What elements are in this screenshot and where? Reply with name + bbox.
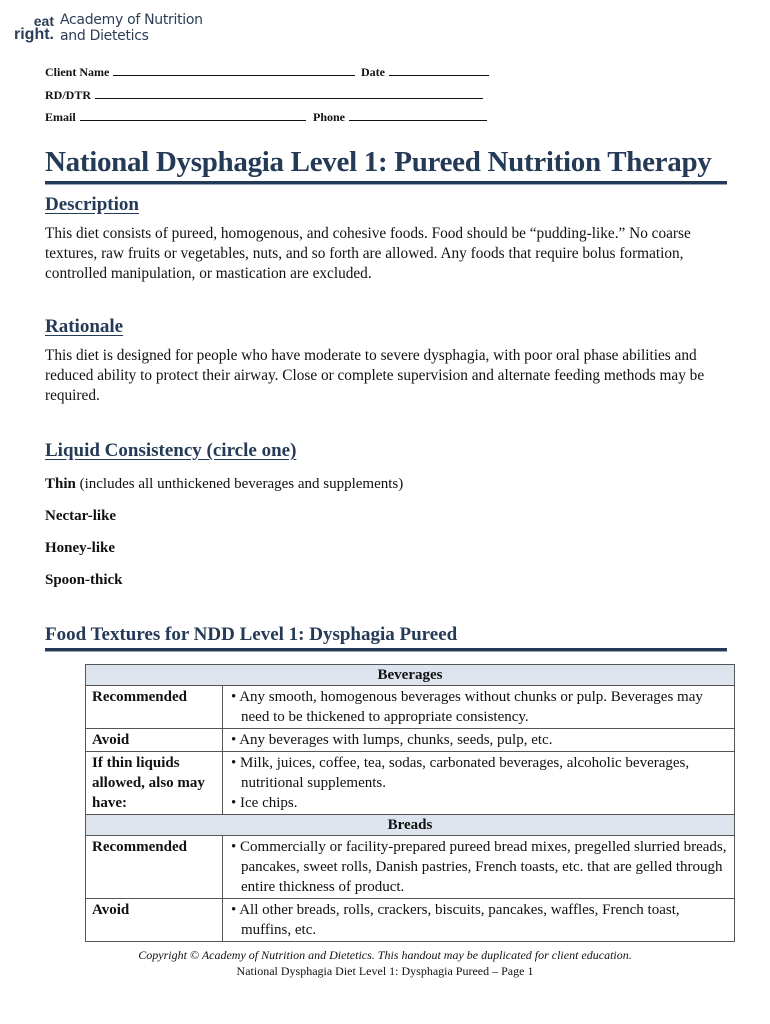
title-rule (45, 181, 727, 185)
table-row: Recommended • Any smooth, homogenous beverages without chunks or pulp. Beverages may need to be thickened to appropriate consistency. (86, 686, 735, 729)
textures-rule (45, 648, 727, 652)
date-field[interactable]: Date (361, 64, 489, 80)
rd-dtr-field[interactable]: RD/DTR (45, 87, 483, 103)
logo-line1: Academy of Nutrition (60, 12, 203, 28)
section-header: Beverages (86, 665, 735, 686)
option-thin[interactable]: Thin (includes all unthickened beverages and supplements) (45, 476, 404, 492)
phone-field[interactable]: Phone (313, 109, 487, 125)
table-row: Avoid • All other breads, rolls, crackers, biscuits, pancakes, waffles, French toast, muffins, etc. (86, 899, 735, 942)
section-header: Breads (86, 815, 735, 836)
copyright-text: Copyright © Academy of Nutrition and Dietetics. This handout may be duplicated for client education. (138, 948, 632, 962)
liquid-heading: Liquid Consistency (circle one) (45, 440, 297, 461)
option-nectar[interactable]: Nectar-like (45, 508, 117, 524)
option-honey[interactable]: Honey-like (45, 540, 115, 556)
description-text: This diet consists of pureed, homogenous, and cohesive foods. Food should be “pudding-like.” No coarse textures, raw fruits or vegetables, nuts, and so forth are allowed. Any foods that require bolus formation, controlled manipulation, or mastication are excluded. (45, 225, 691, 282)
rationale-heading: Rationale (45, 316, 124, 337)
table-row: Avoid • Any beverages with lumps, chunks, seeds, pulp, etc. (86, 729, 735, 752)
email-field[interactable]: Email (45, 109, 306, 125)
page-footer: National Dysphagia Diet Level 1: Dysphagia Pureed – Page 1 (236, 964, 534, 978)
academy-logo (14, 12, 203, 44)
eat-right-logo-icon: eat right. (14, 13, 54, 43)
logo-line2: and Dietetics (60, 28, 149, 44)
textures-heading: Food Textures for NDD Level 1: Dysphagia Pureed (45, 624, 458, 645)
table-row: If thin liquids allowed, also may have: • Milk, juices, coffee, tea, sodas, carbonated beverages, alcoholic beverages, nutritional supplements. • Ice chips. (86, 752, 735, 815)
description-heading: Description (45, 194, 139, 215)
option-spoon-thick[interactable]: Spoon-thick (45, 572, 123, 588)
rationale-text: This diet is designed for people who have moderate to severe dysphagia, with poor oral phase abilities and reduced ability to protect their airway. Close or complete supervision and alternate feeding methods may be required. (45, 347, 705, 404)
food-textures-table (85, 664, 735, 942)
page-title: National Dysphagia Level 1: Pureed Nutrition Therapy (45, 146, 712, 178)
table-row: Recommended • Commercially or facility-prepared pureed bread mixes, pregelled slurried breads, pancakes, sweet rolls, Danish pastries, French toasts, etc. that are gelled through entire thickness of product. (86, 836, 735, 899)
client-name-field[interactable]: Client Name (45, 64, 355, 80)
